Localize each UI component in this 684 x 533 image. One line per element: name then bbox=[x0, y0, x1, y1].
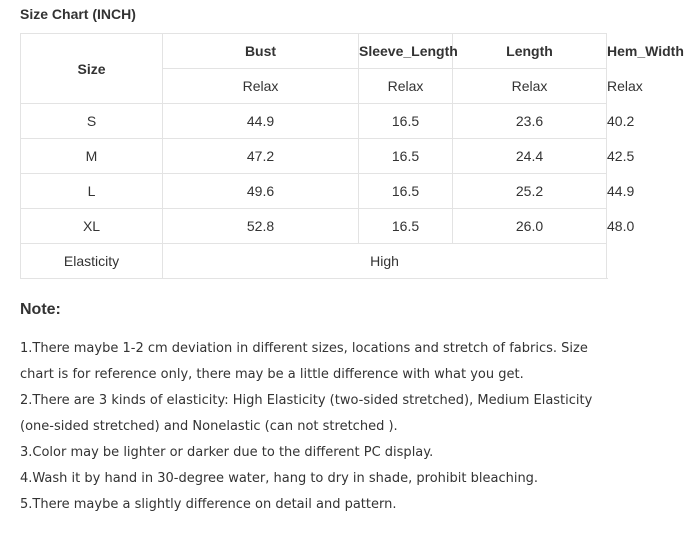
bust-cell: 49.6 bbox=[163, 174, 359, 209]
sub-header-sleeve-length: Relax bbox=[359, 69, 453, 104]
note-line: 4.Wash it by hand in 30-degree water, hang to dry in shade, prohibit bleaching. bbox=[20, 471, 539, 486]
bust-cell: 47.2 bbox=[163, 139, 359, 174]
note-line: 1.There maybe 1-2 cm deviation in different sizes, locations and stretch of fabrics. Size chart is for reference only, there may be a little difference with what you get. bbox=[20, 341, 588, 382]
size-chart-table bbox=[20, 33, 684, 279]
note-line: 2.There are 3 kinds of elasticity: High Elasticity (two-sided stretched), Medium Elasticity (one-sided stretched) and Nonelastic (can not stretched ). bbox=[20, 393, 593, 434]
sleeve-length-cell: 16.5 bbox=[359, 209, 453, 244]
column-header-bust: Bust bbox=[163, 34, 359, 69]
size-cell: S bbox=[21, 104, 163, 139]
sleeve-length-cell: 16.5 bbox=[359, 174, 453, 209]
size-chart-title: Size Chart (INCH) bbox=[20, 6, 136, 22]
column-header-sleeve-length: Sleeve_Length bbox=[359, 34, 453, 69]
sub-header-length: Relax bbox=[453, 69, 607, 104]
sleeve-length-cell: 16.5 bbox=[359, 104, 453, 139]
bust-cell: 44.9 bbox=[163, 104, 359, 139]
table-row: M 47.2 16.5 24.4 42.5 bbox=[21, 139, 607, 174]
sub-header-row: Relax Relax Relax Relax bbox=[21, 69, 607, 104]
table-row: XL 52.8 16.5 26.0 48.0 bbox=[21, 209, 607, 244]
note-line: 5.There maybe a slightly difference on detail and pattern. bbox=[20, 497, 397, 512]
elasticity-row bbox=[21, 244, 607, 279]
size-column-header: Size bbox=[21, 34, 163, 104]
header-row: Size Bust Sleeve_Length Length Hem_Width bbox=[21, 34, 607, 69]
sub-header-bust: Relax bbox=[163, 69, 359, 104]
sleeve-length-cell: 16.5 bbox=[359, 139, 453, 174]
note-title: Note: bbox=[20, 301, 61, 318]
size-cell: M bbox=[21, 139, 163, 174]
size-cell: XL bbox=[21, 209, 163, 244]
table-row: S 44.9 16.5 23.6 40.2 bbox=[21, 104, 607, 139]
elasticity-value: High bbox=[163, 244, 607, 279]
notes-list bbox=[20, 336, 610, 518]
size-cell: L bbox=[21, 174, 163, 209]
note-line: 3.Color may be lighter or darker due to the different PC display. bbox=[20, 445, 434, 460]
bust-cell: 52.8 bbox=[163, 209, 359, 244]
length-cell: 24.4 bbox=[453, 139, 607, 174]
length-cell: 26.0 bbox=[453, 209, 607, 244]
length-cell: 25.2 bbox=[453, 174, 607, 209]
length-cell: 23.6 bbox=[453, 104, 607, 139]
elasticity-label: Elasticity bbox=[21, 244, 163, 279]
table-row: L 49.6 16.5 25.2 44.9 bbox=[21, 174, 607, 209]
column-header-length: Length bbox=[453, 34, 607, 69]
